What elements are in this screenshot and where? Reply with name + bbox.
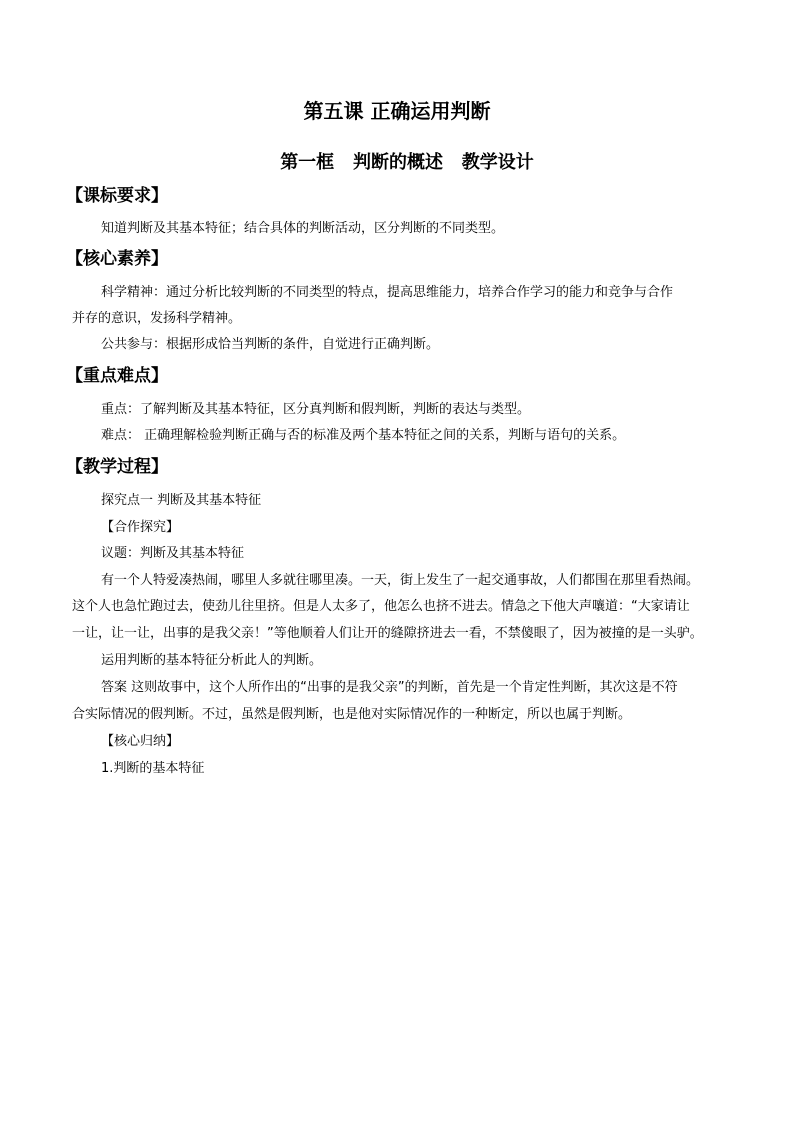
paragraph-line: 重点：了解判断及其基本特征，区分真判断和假判断，判断的表达与类型。	[101, 402, 531, 417]
paragraph-line: 并存的意识，发扬科学精神。	[72, 311, 242, 326]
paragraph-line: 知道判断及其基本特征；结合具体的判断活动，区分判断的不同类型。	[101, 221, 505, 236]
list-item: 1.判断的基本特征	[101, 761, 205, 776]
page-subtitle: 第一框 判断的概述 教学设计	[280, 152, 534, 173]
paragraph-line: 有一个人特爱凑热闹，哪里人多就往哪里凑。一天，街上发生了一起交通事故，人们都围在那里看热闹。	[101, 573, 700, 588]
paragraph-line: 议题：判断及其基本特征	[101, 546, 245, 561]
subsection-label: 【核心归纳】	[101, 734, 180, 749]
page-title: 第五课 正确运用判断	[303, 99, 491, 123]
section-heading-standards: 【课标要求】	[66, 186, 168, 206]
paragraph-line: 答案 这则故事中，这个人所作出的“出事的是我父亲”的判断，首先是一个肯定性判断，其次这是不符	[101, 680, 678, 695]
subsection-title: 探究点一 判断及其基本特征	[101, 493, 262, 508]
paragraph-line: 合实际情况的假判断。不过，虽然是假判断，也是他对实际情况作的一种断定，所以也属于判断。	[72, 707, 632, 722]
paragraph-line: 这个人也急忙跑过去，使劲儿往里挤。但是人太多了，他怎么也挤不进去。情急之下他大声嚷道：“大家请让	[72, 599, 690, 614]
section-heading-key-points: 【重点难点】	[66, 366, 168, 386]
paragraph-line: 难点： 正确理解检验判断正确与否的标准及两个基本特征之间的关系，判断与语句的关系。	[101, 428, 626, 443]
subsection-label: 【合作探究】	[101, 520, 180, 535]
paragraph-line: 公共参与：根据形成恰当判断的条件，自觉进行正确判断。	[101, 337, 440, 352]
section-heading-process: 【教学过程】	[66, 457, 168, 477]
paragraph-line: 运用判断的基本特征分析此人的判断。	[101, 653, 323, 668]
paragraph-line: 科学精神：通过分析比较判断的不同类型的特点，提高思维能力，培养合作学习的能力和竞争与合作	[101, 285, 674, 300]
section-heading-literacy: 【核心素养】	[66, 249, 168, 269]
paragraph-line: 一让，让一让，出事的是我父亲！”等他顺着人们让开的缝隙挤进去一看，不禁傻眼了，因为被撞的是一头驴。	[72, 626, 703, 641]
